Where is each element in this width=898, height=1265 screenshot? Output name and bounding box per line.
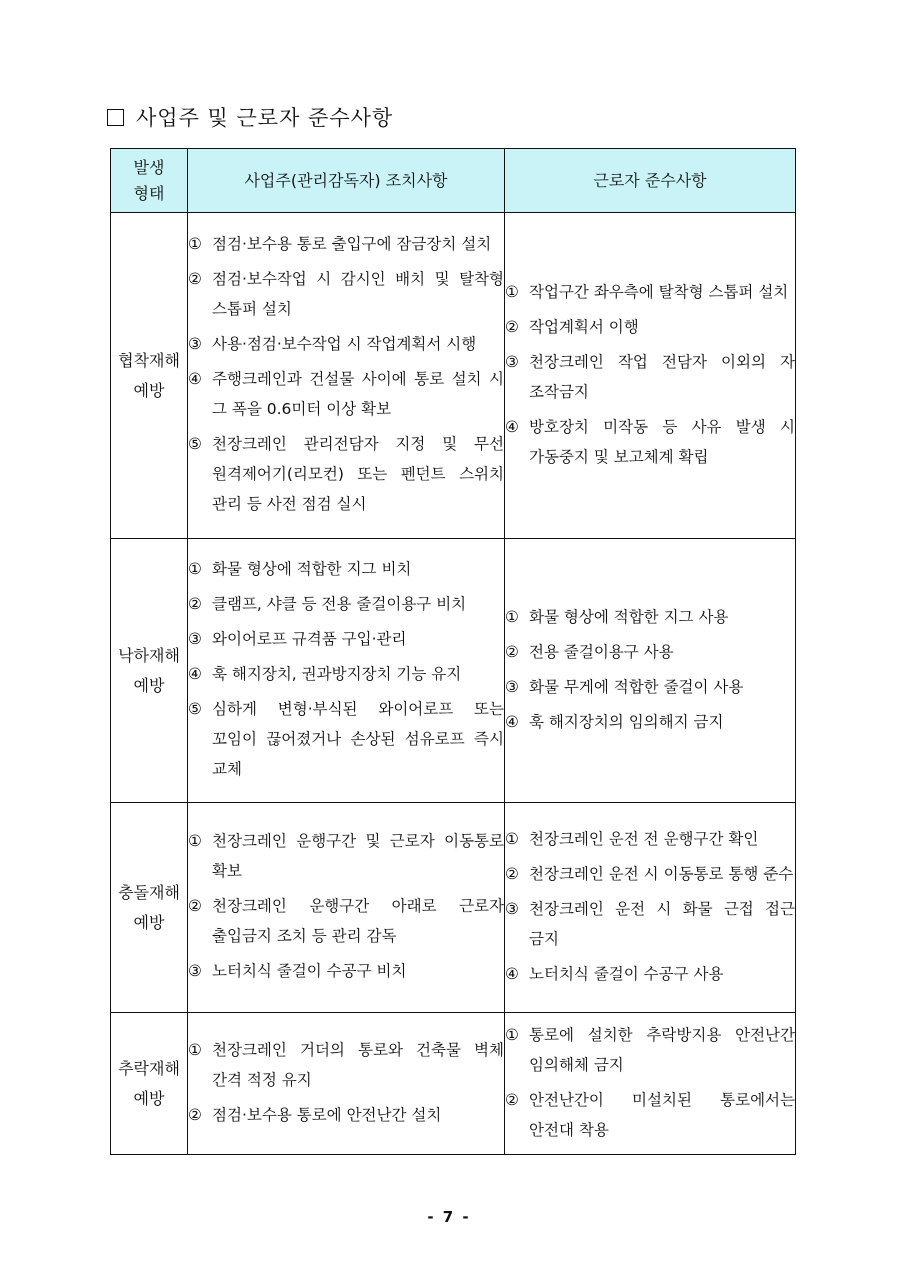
item-number: ③	[505, 899, 519, 918]
worker-measure-list	[505, 277, 795, 472]
item-text: 작업계획서 이행	[529, 317, 639, 336]
item-text: 천장크레인 운전 시 이동통로 통행 준수	[529, 864, 794, 883]
list-item	[188, 329, 504, 359]
item-text: 클램프, 샤클 등 전용 줄걸이용구 비치	[212, 595, 467, 613]
item-number: ③	[505, 352, 519, 371]
list-item	[505, 1085, 795, 1145]
accident-type-label: 추락재해	[118, 1058, 180, 1078]
table-row	[111, 1013, 796, 1155]
item-number: ①	[505, 829, 519, 848]
worker-measure-list	[505, 824, 795, 989]
item-number: ③	[188, 630, 202, 648]
item-number: ②	[188, 595, 202, 613]
item-number: ①	[188, 1040, 202, 1059]
item-number: ④	[188, 665, 202, 683]
employer-measure-list	[188, 229, 504, 519]
item-number: ④	[505, 712, 519, 731]
item-text: 천장크레인 운행구간 아래로 근로자 출입금지 조치 등 관리 감독	[212, 897, 504, 945]
item-text: 천장크레인 거더의 통로와 건축물 벽체 간격 적정 유지	[212, 1040, 504, 1089]
section-title: 사업주 및 근로자 준수사항	[136, 106, 394, 130]
item-number: ②	[505, 317, 519, 336]
list-item	[505, 412, 795, 472]
worker-measures-cell	[505, 1013, 796, 1155]
worker-measure-list	[505, 1020, 795, 1145]
employer-measures-cell	[188, 803, 505, 1013]
list-item	[188, 429, 504, 519]
item-text: 와이어로프 규격품 구입·관리	[212, 630, 407, 648]
item-text: 작업구간 좌우측에 탈착형 스톱퍼 설치	[529, 282, 789, 301]
item-text: 점검·보수용 통로 출입구에 잠금장치 설치	[212, 235, 492, 253]
section-heading	[107, 102, 393, 132]
worker-measures-cell	[505, 803, 796, 1013]
item-number: ②	[505, 864, 519, 883]
item-number: ④	[505, 417, 519, 436]
table-row	[111, 803, 796, 1013]
item-number: ③	[188, 335, 202, 353]
item-number: ②	[505, 642, 519, 661]
list-item	[505, 1020, 795, 1080]
item-text: 방호장치 미작동 등 사유 발생 시 가동중지 및 보고체계 확립	[529, 417, 795, 466]
item-text: 전용 줄걸이용구 사용	[529, 642, 674, 661]
accident-type-label: 충돌재해	[118, 882, 180, 902]
list-item	[188, 1035, 504, 1095]
page-number: - 7 -	[427, 1208, 471, 1226]
item-number: ①	[188, 560, 202, 578]
list-item	[505, 672, 795, 702]
list-item	[505, 277, 795, 307]
item-number: ②	[188, 270, 202, 288]
item-text: 화물 형상에 적합한 지그 비치	[212, 560, 412, 578]
item-text: 천장크레인 운전 전 운행구간 확인	[529, 829, 759, 848]
accident-type-cell	[111, 213, 188, 539]
list-item	[188, 659, 504, 689]
item-text: 주행크레인과 건설물 사이에 통로 설치 시 그 폭을 0.6미터 이상 확보	[212, 370, 504, 418]
table-header-row	[111, 149, 796, 213]
item-text: 천장크레인 운전 시 화물 근접 접근 금지	[529, 899, 795, 948]
item-number: ①	[505, 1025, 519, 1044]
list-item	[188, 229, 504, 259]
list-item	[505, 637, 795, 667]
item-number: ③	[188, 962, 202, 980]
checkbox-square-icon	[107, 109, 124, 126]
accident-type-cell	[111, 539, 188, 803]
list-item	[188, 589, 504, 619]
item-number: ①	[505, 607, 519, 626]
list-item	[188, 364, 504, 424]
list-item	[505, 824, 795, 854]
worker-measure-list	[505, 602, 795, 737]
employer-measure-list	[188, 1035, 504, 1130]
item-text: 노터치식 줄걸이 수공구 사용	[529, 964, 724, 983]
employer-measure-list	[188, 554, 504, 784]
employer-measures-cell	[188, 1013, 505, 1155]
employer-measure-list	[188, 826, 504, 986]
list-item	[188, 956, 504, 986]
item-text: 점검·보수용 통로에 안전난간 설치	[212, 1105, 442, 1124]
compliance-table	[110, 148, 796, 1155]
item-text: 천장크레인 작업 전담자 이외의 자 조작금지	[529, 352, 795, 401]
list-item	[188, 891, 504, 951]
header-worker-compliance: 근로자 준수사항	[505, 149, 796, 213]
table-row	[111, 213, 796, 539]
table-row	[111, 539, 796, 803]
list-item	[188, 826, 504, 886]
item-number: ①	[188, 832, 202, 850]
item-number: ②	[188, 897, 202, 915]
accident-type-label: 예방	[133, 1088, 165, 1108]
accident-type-label: 예방	[133, 675, 165, 695]
item-text: 사용·점검·보수작업 시 작업계획서 시행	[212, 335, 477, 353]
item-text: 훅 해지장치의 임의해지 금지	[529, 712, 724, 731]
worker-measures-cell	[505, 539, 796, 803]
item-number: ⑤	[188, 435, 202, 453]
item-text: 천장크레인 운행구간 및 근로자 이동통로 확보	[212, 832, 504, 880]
item-text: 노터치식 줄걸이 수공구 비치	[212, 962, 407, 980]
item-number: ①	[188, 235, 202, 253]
accident-type-label: 협착재해	[118, 350, 180, 370]
item-number: ⑤	[188, 700, 202, 718]
accident-type-cell	[111, 1013, 188, 1155]
list-item	[505, 312, 795, 342]
worker-measures-cell	[505, 213, 796, 539]
employer-measures-cell	[188, 539, 505, 803]
item-number: ①	[505, 282, 519, 301]
list-item	[188, 624, 504, 654]
header-accident-type: 발생 형태	[111, 149, 188, 213]
item-text: 심하게 변형·부식된 와이어로프 또는 꼬임이 끊어졌거나 손상된 섬유로프 즉시 교체	[212, 700, 504, 778]
list-item	[505, 959, 795, 989]
list-item	[188, 694, 504, 784]
item-number: ④	[505, 964, 519, 983]
list-item	[188, 554, 504, 584]
list-item	[505, 859, 795, 889]
item-text: 천장크레인 관리전담자 지정 및 무선 원격제어기(리모컨) 또는 펜던트 스위치 관리 등 사전 점검 실시	[212, 435, 504, 513]
item-text: 화물 무게에 적합한 줄걸이 사용	[529, 677, 744, 696]
list-item	[505, 894, 795, 954]
accident-type-label: 예방	[133, 912, 165, 932]
item-text: 통로에 설치한 추락방지용 안전난간 임의해체 금지	[529, 1025, 795, 1074]
header-employer-measures: 사업주(관리감독자) 조치사항	[188, 149, 505, 213]
item-text: 안전난간이 미설치된 통로에서는 안전대 착용	[529, 1090, 795, 1139]
list-item	[188, 264, 504, 324]
item-number: ②	[188, 1105, 202, 1124]
item-number: ④	[188, 370, 202, 388]
item-text: 훅 해지장치, 권과방지장치 기능 유지	[212, 665, 462, 683]
list-item	[188, 1100, 504, 1130]
employer-measures-cell	[188, 213, 505, 539]
accident-type-label: 예방	[133, 380, 165, 400]
item-number: ②	[505, 1090, 519, 1109]
list-item	[505, 707, 795, 737]
list-item	[505, 347, 795, 407]
list-item	[505, 602, 795, 632]
item-number: ③	[505, 677, 519, 696]
accident-type-label: 낙하재해	[118, 645, 180, 665]
accident-type-cell	[111, 803, 188, 1013]
item-text: 화물 형상에 적합한 지그 사용	[529, 607, 729, 626]
item-text: 점검·보수작업 시 감시인 배치 및 탈착형 스톱퍼 설치	[212, 270, 504, 318]
